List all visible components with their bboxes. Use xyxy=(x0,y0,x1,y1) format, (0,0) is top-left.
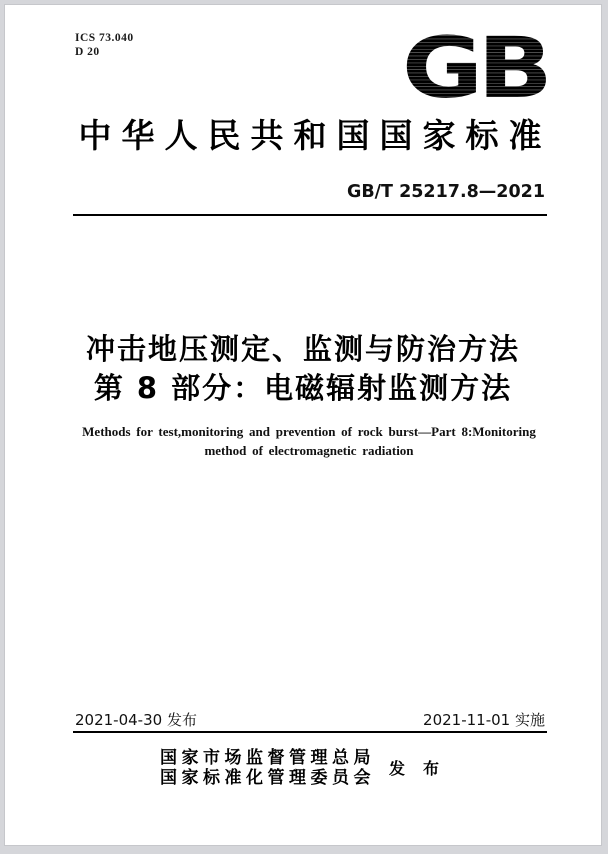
release-label: 发 布 xyxy=(388,761,446,778)
standard-title-en xyxy=(61,422,557,460)
ics-code: ICS 73.040 xyxy=(75,32,134,44)
ics-classification-block xyxy=(75,31,134,59)
issuer-line1: 国家市场监督管理总局 xyxy=(159,748,375,767)
gb-standard-logo xyxy=(401,19,547,117)
issue-date: 2021-04-30 发布 xyxy=(75,711,197,729)
standard-title-cn-line2: 第 8 部分：电磁辐射监测方法 xyxy=(93,371,513,405)
gb-logo-text: GB xyxy=(401,19,547,117)
standard-title-en-line1: Methods for test,monitoring and prevention of rock burst—Part 8:Monitoring xyxy=(82,424,536,439)
implementation-date: 2021-11-01 实施 xyxy=(423,711,545,729)
standard-cover-page xyxy=(5,5,601,845)
standard-number: GB/T 25217.8—2021 xyxy=(346,182,545,202)
header-divider-line xyxy=(73,214,547,216)
doc-class-code: D 20 xyxy=(75,46,100,58)
standard-title-cn-line1: 冲击地压测定、监测与防治方法 xyxy=(85,332,520,366)
issuer-line2: 国家标准化管理委员会 xyxy=(159,767,375,787)
national-standard-heading: 中华人民共和国国家标准 xyxy=(78,119,552,155)
standard-title-en-line2: method of electromagnetic radiation xyxy=(204,443,414,458)
footer-divider-line xyxy=(73,731,547,733)
issuer-block xyxy=(5,748,601,787)
dates-row xyxy=(75,710,545,730)
issuer-names xyxy=(160,748,375,787)
